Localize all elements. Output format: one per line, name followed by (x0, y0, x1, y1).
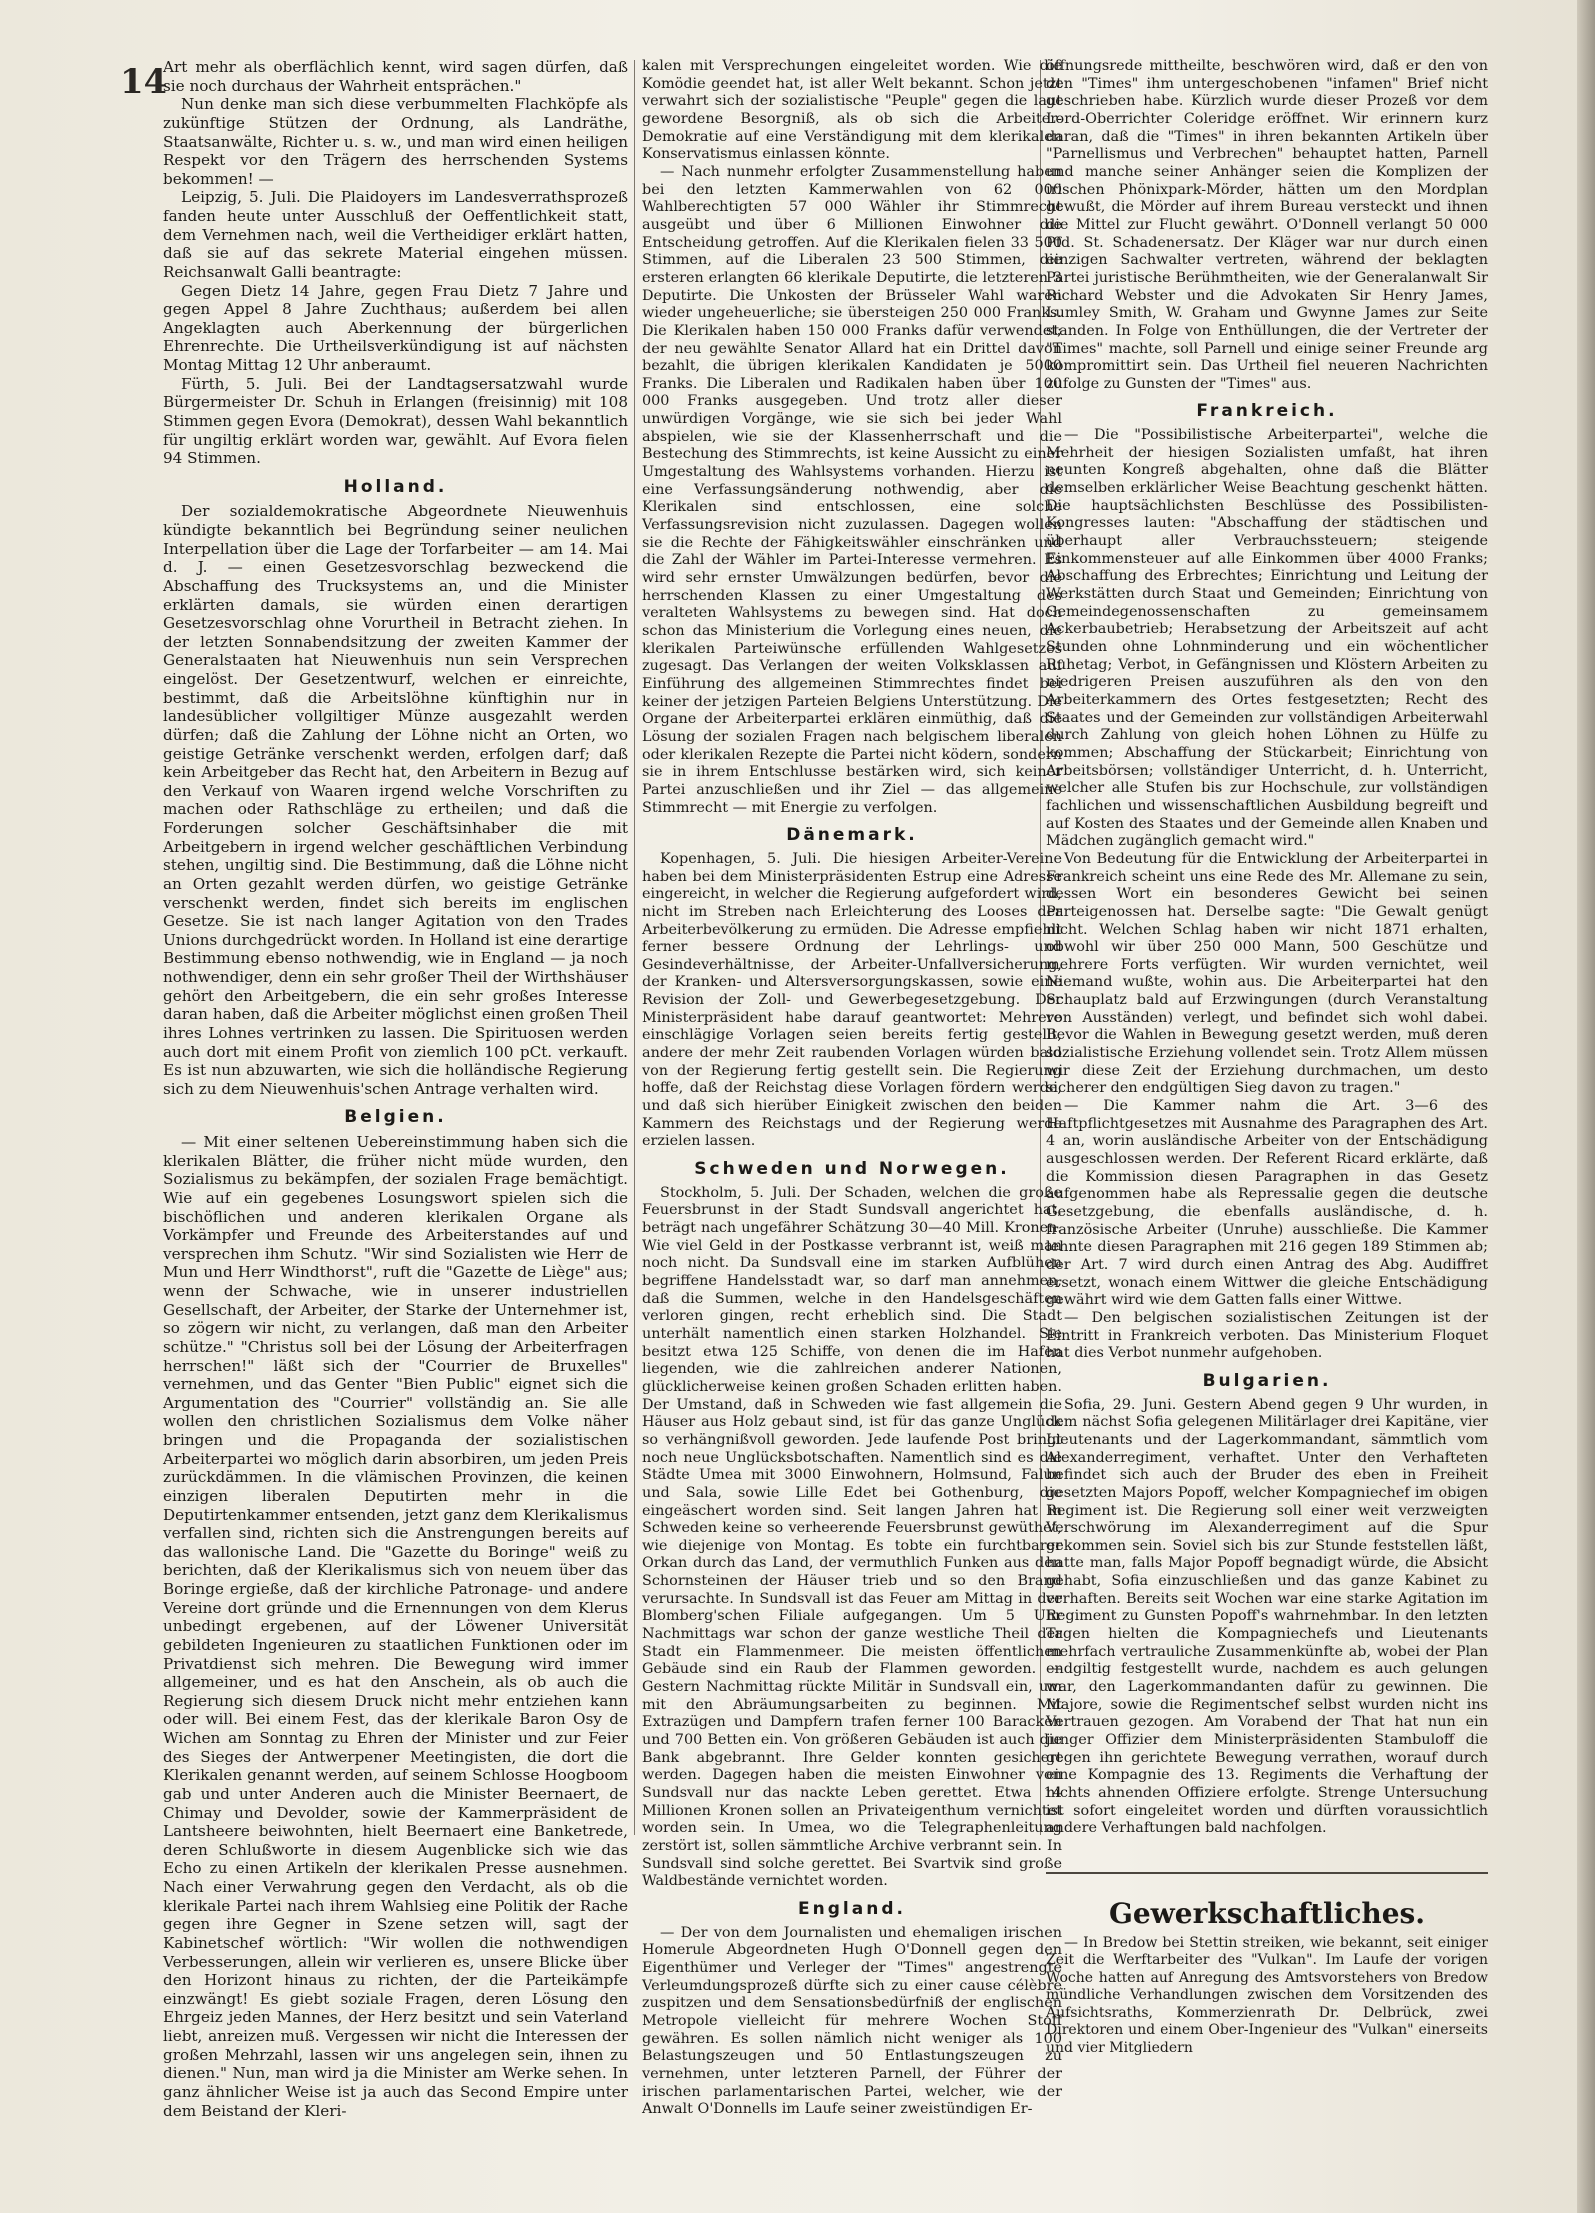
page-edge-shadow (1577, 0, 1595, 2213)
column-2 (642, 58, 1062, 2119)
column-rule-1 (634, 60, 635, 1835)
section-divider (1046, 1872, 1488, 1874)
section-heading-schweden: Schweden und Norwegen. (694, 1159, 1010, 1180)
section-heading-bulgarien: Bulgarien. (1202, 1370, 1332, 1391)
paragraph: — Der von dem Journalisten und ehemaligen irischen Homerule Abgeordneten Hugh O'Donnell gegen den Eigenthümer und Verleger der "Times" angestrengte Verleumdungsprozeß dürfte sich zu einer cause célèbre zuspitzen und dem Sensationsbedürfniß der englischen Metropole vielleicht für mehrere Wochen Stoff gewähren. Es sollen nämlich nicht weniger als 100 Belastungszeugen und 50 Entlastungszeugen zu vernehmen, unter letzteren Parnell, der Führer der irischen parlamentarischen Partei, welcher, wie der Anwalt O'Donnells im Laufe seiner zweistündigen Er- (642, 1924, 1062, 2118)
section-heading-daenemark: Dänemark. (786, 825, 918, 846)
paragraph: — Die Kammer nahm die Art. 3—6 des Haftpflichtgesetzes mit Ausnahme des Paragraphen des Art. 4 an, worin ausländische Arbeiter von der Entschädigung ausgeschlossen werden. Der Referent Ricard erklärte, daß die Kommission diesen Paragraphen in das Gesetz aufgenommen habe als Repressalie gegen die deutsche Gesetzgebung, die ebenfalls ausländische, d. h. französische Arbeiter (Unruhe) ausschließe. Die Kammer lehnte diesen Paragraphen mit 216 gegen 189 Stimmen ab; der Art. 7 wird durch einen Antrag des Abg. Audiffret ersetzt, wonach einem Wittwer die gleiche Entschädigung gewährt wird wie dem Gatten falls einer Wittwe. (1046, 1098, 1488, 1309)
column-3 (1046, 58, 1488, 1838)
paragraph: Art mehr als oberflächlich kennt, wird sagen dürfen, daß sie noch durchaus der Wahrheit entsprächen." (163, 58, 628, 95)
section-heading-holland: Holland. (343, 476, 448, 497)
paragraph: — Nach nunmehr erfolgter Zusammenstellung haben bei den letzten Kammerwahlen von 62 000 Wahlberechtigten 57 000 Wähler ihr Stimmrecht ausgeübt und über 6 Millionen Einwohner die Entscheidung getroffen. Auf die Klerikalen fielen 33 500 Stimmen, auf die Liberalen 23 500 Stimmen, die ersteren erlangten 66 klerikale Deputirte, die letzteren 3 Deputirte. Die Unkosten der Brüsseler Wahl waren wieder ungeheuerliche; sie übersteigen 250 000 Franks. Die Klerikalen haben 150 000 Franks dafür verwendet; der neu gewählte Senator Allard hat ein Drittel davon bezahlt, die übrigen klerikalen Kandidaten je 5000 Franks. Die Liberalen und Radikalen haben über 100 000 Franks ausgegeben. Und trotz aller dieser unwürdigen Vorgänge, wie sie sich bei jeder Wahl abspielen, wie sie der Klassenherrschaft und die Bestechung des Stimmrechts, ist keine Aussicht zu einer Umgestaltung des Wahlsystems vorhanden. Hierzu ist eine Verfassungsänderung nothwendig, aber die Klerikalen sind entschlossen, eine solche Verfassungsrevision nicht zuzulassen. Dagegen wollen sie die Rechte der Fähigkeitswähler einschränken und die Zahl der Wähler im Partei-Interesse vermehren. Es wird sehr ernster Umwälzungen bedürfen, bevor die herrschenden Klassen zu einer Umgestaltung des veralteten Wahlsystems zu bewegen sind. Hat doch schon das Ministerium die Vorlegung eines neuen, die klerikalen Parteiwünsche erfüllenden Wahlgesetzes zugesagt. Das Verlangen der weiten Volksklassen auf Einführung des allgemeinen Stimmrechtes findet bei keiner der jetzigen Parteien Belgiens Unterstützung. Die Organe der Arbeiterpartei erklären einmüthig, daß die Lösung der sozialen Fragen nach belgischem liberalen oder klerikalen Rezepte die Partei nicht ködern, sondern sie in ihrem Entschlusse bestärken wird, sich keiner Partei anzuschließen und ihr Ziel — das allgemeine Stimmrecht — mit Energie zu verfolgen. (642, 163, 1062, 816)
paragraph: — Die "Possibilistische Arbeiterpartei", welche die Mehrheit der hiesigen Sozialisten umfaßt, hat ihren neunten Kongreß abgehalten, ohne daß die Blätter demselben erklärlicher Weise Beachtung geschenkt hätten. Die hauptsächlichsten Beschlüsse des Possibilisten-Kongresses lauten: "Abschaffung der städtischen und überhaupt aller Verbrauchssteuern; steigende Einkommensteuer auf alle Einkommen über 4000 Franks; Abschaffung des Erbrechtes; Einrichtung und Leitung der Werkstätten durch Staat und Gemeinden; Einrichtung von Gemeindegenossenschaften zu gemeinsamem Ackerbaubetrieb; Herabsetzung der Arbeitszeit auf acht Stunden ohne Lohnminderung und ein wöchentlicher Ruhetag; Verbot, in Gefängnissen und Klöstern Arbeiten zu niedrigeren Preisen auszuführen als den von den Arbeiterkammern des Ortes festgesetzten; Recht des Staates und der Gemeinden zur vollständigen Arbeiterwahl durch Zahlung von gleich hohen Löhnen zu Hülfe zu kommen; Abschaffung der Stückarbeit; Einrichtung von Arbeitsbörsen; vollständiger Unterricht, d. h. Unterricht, welcher alle Stufen bis zur Hochschule, zur vollständigen fachlichen und wissenschaftlichen Ausbildung begreift und auf Kosten des Staates und der Gemeinde allen Knaben und Mädchen zugänglich gemacht wird." (1046, 427, 1488, 850)
gewerkschaftliches-title: Gewerkschaftliches. (1108, 1897, 1426, 1930)
page-number: 14 (120, 62, 168, 102)
section-heading-england: England. (798, 1898, 906, 1919)
paragraph: Leipzig, 5. Juli. Die Plaidoyers im Landesverrathsprozeß fanden heute unter Ausschluß der Oeffentlichkeit statt, dem Vernehmen nach, weil die Vertheidiger erklärt hatten, daß sie auf das sekrete Material eingehen müssen. Reichsanwalt Galli beantragte: (163, 188, 628, 281)
paragraph: Stockholm, 5. Juli. Der Schaden, welchen die große Feuersbrunst in der Stadt Sundsvall angerichtet hat, beträgt nach ungefährer Schätzung 30—40 Mill. Kronen. Wie viel Geld in der Postkasse verbrannt ist, weiß man noch nicht. Da Sundsvall eine im starken Aufblühen begriffene Handelsstadt war, so darf man annehmen, daß die Summen, welche in den Handelsgeschäften verloren gingen, recht erheblich sind. Die Stadt unterhält namentlich einen starken Holzhandel. Sie besitzt etwa 125 Schiffe, von denen die im Hafen liegenden, wie die zahlreichen anderer Nationen, glücklicherweise keinen großen Schaden erlitten haben. Der Umstand, daß in Schweden wie fast allgemein die Häuser aus Holz gebaut sind, ist für das ganze Unglück so verhängnißvoll geworden. Jede laufende Post bringt noch neue Unglücksbotschaften. Namentlich sind es die Städte Umea mit 3000 Einwohnern, Holmsund, Falun und Sala, sowie Lille Edet bei Gothenburg, die eingeäschert worden sind. Seit langen Jahren hat in Schweden keine so verheerende Feuersbrunst gewüthet, wie diejenige von Montag. Es tobte ein furchtbarer Orkan durch das Land, der vermuthlich Funken aus den Schornsteinen der Häuser trieb und so den Brand verursachte. In Sundsvall ist das Feuer am Mittag in der Blomberg'schen Filiale aufgegangen. Um 5 Uhr Nachmittags war schon der ganze westliche Theil der Stadt ein Flammenmeer. Die meisten öffentlichen Gebäude sind ein Raub der Flammen geworden. — Gestern Nachmittag rückte Militär in Sundsvall ein, um mit den Abräumungsarbeiten zu beginnen. Mit Extrazügen und Dampfern trafen ferner 100 Baracken und 700 Betten ein. Von größeren Gebäuden ist auch die Bank abgebrannt. Ihre Gelder konnten gesichert werden. Dagegen haben die meisten Einwohner von Sundsvall nur das nackte Leben gerettet. Etwa 14 Millionen Kronen sollen an Privateigenthum vernichtet worden sein. In Umea, wo die Telegraphenleitung zerstört ist, sollen sämmtliche Archive verbrannt sein. In Sundsvall sind solche gerettet. Bei Svartvik sind große Waldbestände vernichtet worden. (642, 1184, 1062, 1890)
paragraph: kalen mit Versprechungen eingeleitet worden. Wie die Komödie geendet hat, ist aller Welt bekannt. Schon jetzt verwahrt sich der sozialistische "Peuple" gegen die laut gewordene Besorgniß, als ob sich die Arbeiter-Demokratie auf eine Verständigung mit dem klerikalen Konservatismus einlassen könnte. (642, 58, 1062, 163)
paragraph: — In Bredow bei Stettin streiken, wie bekannt, seit einiger Zeit die Werftarbeiter des "Vulkan". Im Laufe der vorigen Woche hatten auf Anregung des Amtsvorstehers von Bredow mündliche Verhandlungen zwischen dem Vorsitzenden des Aufsichtsraths, Kommerzienrath Dr. Delbrück, zwei Direktoren und einem Ober-Ingenieur des "Vulkan" einerseits und vier Mitgliedern (1046, 1934, 1488, 2056)
paragraph: öffnungsrede mittheilte, beschwören wird, daß er den von den "Times" ihm untergeschobenen "infamen" Brief nicht geschrieben habe. Kürzlich wurde dieser Prozeß vor dem Lord-Oberrichter Coleridge eröffnet. Wir erinnern kurz daran, daß die "Times" in ihren bekannten Artikeln über "Parnellismus und Verbrechen" behauptet hatten, Parnell und manche seiner Anhänger seien die Komplizen der irischen Phönixpark-Mörder, hätten um den Mordplan gewußt, die Mörder auf ihrem Bureau versteckt und ihnen die Mittel zur Flucht gewährt. O'Donnell verlangt 50 000 Pfd. St. Schadenersatz. Der Kläger war nur durch einen einzigen Sachwalter vertreten, während der beklagten Partei juristische Berühmtheiten, wie der Generalanwalt Sir Richard Webster und die Advokaten Sir Henry James, Lumley Smith, W. Graham und Gwynne James zur Seite standen. In Folge von Enthüllungen, die der Vertreter der "Times" machte, soll Parnell und einige seiner Freunde arg kompromittirt sein. Das Urtheil fiel neueren Nachrichten zufolge zu Gunsten der "Times" aus. (1046, 58, 1488, 392)
paragraph: — Den belgischen sozialistischen Zeitungen ist der Eintritt in Frankreich verboten. Das Ministerium Floquet hat dies Verbot nunmehr aufgehoben. (1046, 1309, 1488, 1362)
paragraph: Nun denke man sich diese verbummelten Flachköpfe als zukünftige Stützen der Ordnung, als Landräthe, Staatsanwälte, Richter u. s. w., und man wird einen heiligen Respekt vor den Trägern des herrschenden Systems bekommen! — (163, 95, 628, 188)
paragraph: Sofia, 29. Juni. Gestern Abend gegen 9 Uhr wurden, in dem nächst Sofia gelegenen Militärlager drei Kapitäne, vier Lieutenants und der Lagerkommandant, sämmtlich vom Alexanderregiment, verhaftet. Unter den Verhafteten befindet sich auch der Bruder des eben in Freiheit gesetzten Majors Popoff, welcher Kompagniechef im obigen Regiment ist. Die Regierung soll einer weit verzweigten Verschwörung im Alexanderregiment auf die Spur gekommen sein. Soviel sich bis zur Stunde feststellen läßt, hatte man, falls Major Popoff begnadigt würde, die Absicht gehabt, Sofia einzuschließen und das ganze Kabinet zu verhaften. Bereits seit Wochen war eine starke Agitation im Regiment zu Gunsten Popoff's wahrnehmbar. In den letzten Tagen hielten die Kompagniechefs und Lieutenants mehrfach vertrauliche Zusammenkünfte ab, wobei der Plan endgiltig festgestellt wurde, nachdem es auch gelungen war, den Lagerkommandanten dafür zu gewinnen. Die Majore, sowie die Regimentschef selbst wurden nicht ins Vertrauen gezogen. Am Vorabend der That hat nun ein junger Offizier dem Ministerpräsidenten Stambuloff die gegen ihn gerichtete Bewegung verrathen, worauf durch eine Kompagnie des 13. Regiments die Verhaftung der nichts ahnenden Offiziere erfolgte. Strenge Untersuchung ist sofort eingeleitet worden und dürften voraussichtlich andere Verhaftungen bald nachfolgen. (1046, 1396, 1488, 1837)
paragraph: Fürth, 5. Juli. Bei der Landtagsersatzwahl wurde Bürgermeister Dr. Schuh in Erlangen (freisinnig) mit 108 Stimmen gegen Evora (Demokrat), dessen Wahl bekanntlich für ungiltig erklärt worden war, gewählt. Auf Evora fielen 94 Stimmen. (163, 374, 628, 468)
column-1 (163, 58, 628, 2120)
section-heading-belgien: Belgien. (344, 1107, 447, 1128)
section-heading-frankreich: Frankreich. (1196, 401, 1338, 422)
paragraph: Gegen Dietz 14 Jahre, gegen Frau Dietz 7 Jahre und gegen Appel 8 Jahre Zuchthaus; außerdem bei allen Angeklagten auch Aberkennung der bürgerlichen Ehrenrechte. Die Urtheilsverkündigung ist auf nächsten Montag Mittag 12 Uhr anberaumt. (163, 281, 628, 374)
gewerkschaftliches-section (1046, 1897, 1488, 2057)
paragraph: — Mit einer seltenen Uebereinstimmung haben sich die klerikalen Blätter, die früher nicht müde wurden, den Sozialismus zu bekämpfen, der sozialen Frage bemächtigt. Wie auf ein gegebenes Losungswort spielen sich die bischöflichen und anderen klerikalen Organe als Vorkämpfer und Freunde des Arbeiterstandes auf und versprechen ihm Schutz. "Wir sind Sozialisten wie Herr de Mun und Herr Windthorst", ruft die "Gazette de Liège" aus; wenn der Schwache, wie in unserer industriellen Gesellschaft, der Arbeiter, der Starke der Unternehmer ist, so zögern wir nicht, zu verlangen, daß man den Arbeiter schütze." "Christus soll bei der Lösung der Arbeiterfragen herrschen!" läßt sich der "Courrier de Bruxelles" vernehmen, und das Genter "Bien Public" eignet sich die Argumentation des "Courrier" vollständig an. Sie alle wollen den christlichen Sozialismus dem Volke näher bringen und die Propaganda der sozialistischen Arbeiterpartei wo möglich darin absorbiren, um jeden Preis zurückdämmen. In die vlämischen Provinzen, die keinen einzigen liberalen Deputirten mehr in die Deputirtenkammer entsenden, jetzt ganz dem Klerikalismus verfallen sind, richten sich die Anstrengungen bereits auf das wallonische Land. Die "Gazette du Boringe" weiß zu berichten, daß der Klerikalismus sich von neuem über das Boringe ergieße, daß der kirchliche Patronage- und andere Vereine dort gründe und die Ernennungen von dem Klerus unbedingt ergebenen, auf der Löwener Universität gebildeten Ingenieuren zu staatlichen Funktionen oder im Privatdienst sich mehren. Die Bewegung wird immer allgemeiner, und es hat den Anschein, als ob auch die Regierung sich diesem Druck nicht mehr entziehen kann oder will. Bei einem Fest, das der klerikale Baron Osy de Wichen am Sonntag zu Ehren der Minister und zur Feier des Sieges der Antwerpener Meetingisten, die dort die Klerikalen genannt werden, auf seinem Schlosse Hoogboom gab und unter Anderen auch die Minister Beernaert, de Chimay und Devolder, sowie der Kammerpräsident de Lantsheere beiwohnten, hielt Beernaert eine Banketrede, deren Schlußworte in diesem Augenblicke sich wie das Echo zu einen Artikeln der klerikalen Presse ausnehmen. Nach einer Verwahrung gegen den Verdacht, als ob die klerikale Partei nach ihrem Wahlsieg eine Politik der Rache gegen ihre Gegner in Szene setzen will, sagt der Kabinetschef wörtlich: "Wir wollen die nothwendigen Verbesserungen, allein wir verlieren es, unsere Blicke über den Horizont hinaus zu richten, der die Parteikämpfe einzwängt! Es giebt soziale Fragen, deren Lösung den Ehrgeiz jeden Mannes, der Herz besitzt und sein Vaterland liebt, anreizen muß. Vergessen wir nicht die Interessen der großen Mehrzahl, lassen wir uns angelegen sein, ihnen zu dienen." Nun, man wird ja die Minister am Werke sehen. In ganz ähnlicher Weise ist ja auch das Second Empire unter dem Beistand der Kleri- (163, 1133, 628, 2120)
paragraph: Der sozialdemokratische Abgeordnete Nieuwenhuis kündigte bekanntlich bei Begründung seiner neulichen Interpellation über die Lage der Torfarbeiter — am 14. Mai d. J. — einen Gesetzesvorschlag bezweckend die Abschaffung des Trucksystems an, und die Minister erklärten damals, sie würden einen derartigen Gesetzesvorschlag ohne Vorurtheil in Betracht ziehen. In der letzten Sonnabendsitzung der zweiten Kammer der Generalstaaten hat Nieuwenhuis nun sein Versprechen eingelöst. Der Gesetzentwurf, welchen er einreichte, bestimmt, daß die Arbeitslöhne künftighin nur in landesüblicher vollgiltiger Münze ausgezahlt werden dürfen; daß die Zahlung der Löhne nicht an Orten, wo geistige Getränke verschenkt werden, erfolgen darf; daß kein Arbeitgeber das Recht hat, den Arbeitern in Bezug auf den Verkauf von Waaren irgend welche Vorschriften zu machen oder Rathschläge zu ertheilen; und daß die Forderungen solcher Geschäftsinhaber die mit Arbeitgebern in irgend welcher geschäftlichen Verbindung stehen, ungiltig sind. Die Bestimmung, daß die Löhne nicht an Orten gezahlt werden dürfen, wo geistige Getränke verschenkt werden, findet sich bereits im englischen Gesetze. Sie ist nach langer Agitation von den Trades Unions durchgedrückt worden. In Holland ist eine derartige Bestimmung ebenso nothwendig, wie in England — ja noch nothwendiger, denn ein sehr großer Theil der Wirthshäuser gehört den Arbeitgebern, die ein sehr großes Interesse daran haben, daß die Arbeiter möglichst einen großen Theil ihres Lohnes vertrinken zu lassen. Die Spirituosen werden auch dort mit einem Profit von ziemlich 100 pCt. verkauft. Es ist nun abzuwarten, wie sich die holländische Regierung sich zu dem Nieuwenhuis'schen Antrage verhalten wird. (163, 502, 628, 1098)
paragraph: Von Bedeutung für die Entwicklung der Arbeiterpartei in Frankreich scheint uns eine Rede des Mr. Allemane zu sein, dessen Wort ein besonderes Gewicht bei seinen Parteigenossen hat. Derselbe sagte: "Die Gewalt genügt nicht. Welchen Schlag haben wir nicht 1871 erhalten, obwohl wir über 250 000 Mann, 500 Geschütze und mehrere Forts verfügten. Wir wurden vernichtet, weil Niemand wußte, wohin aus. Die Arbeiterpartei hat den Schauplatz bald auf Erzwingungen (durch Veranstaltung von Ausständen) verlegt, und befindet sich wohl dabei. Bevor die Wahlen in Bewegung gesetzt werden, muß deren sozialistische Erziehung vollendet sein. Trotz Allem müssen wir diese Zeit der Erziehung durchmachen, um desto sicherer den endgültigen Sieg davon zu tragen." (1046, 850, 1488, 1097)
paragraph: Kopenhagen, 5. Juli. Die hiesigen Arbeiter-Vereine haben bei dem Ministerpräsidenten Estrup eine Adresse eingereicht, in welcher die Regierung aufgefordert wird, nicht im Streben nach Erleichterung des Looses der Arbeiterbevölkerung zu ermüden. Die Adresse empfiehlt ferner bessere Ordnung der Lehrlings- und Gesindeverhältnisse, der Arbeiter-Unfallversicherung, der Kranken- und Altersversorgungskassen, sowie eine Revision der Zoll- und Gewerbegesetzgebung. Der Ministerpräsident habe darauf geantwortet: Mehrere einschlägige Vorlagen seien bereits fertig gestellt, andere der mehr Zeit raubenden Vorlagen würden bald von der Regierung fertig gestellt sein. Die Regierung hoffe, daß der Reichstag diese Vorlagen fördern werde, und daß sich hierüber Einigkeit zwischen den beiden Kammern des Reichstags und der Regierung werde erzielen lassen. (642, 850, 1062, 1150)
